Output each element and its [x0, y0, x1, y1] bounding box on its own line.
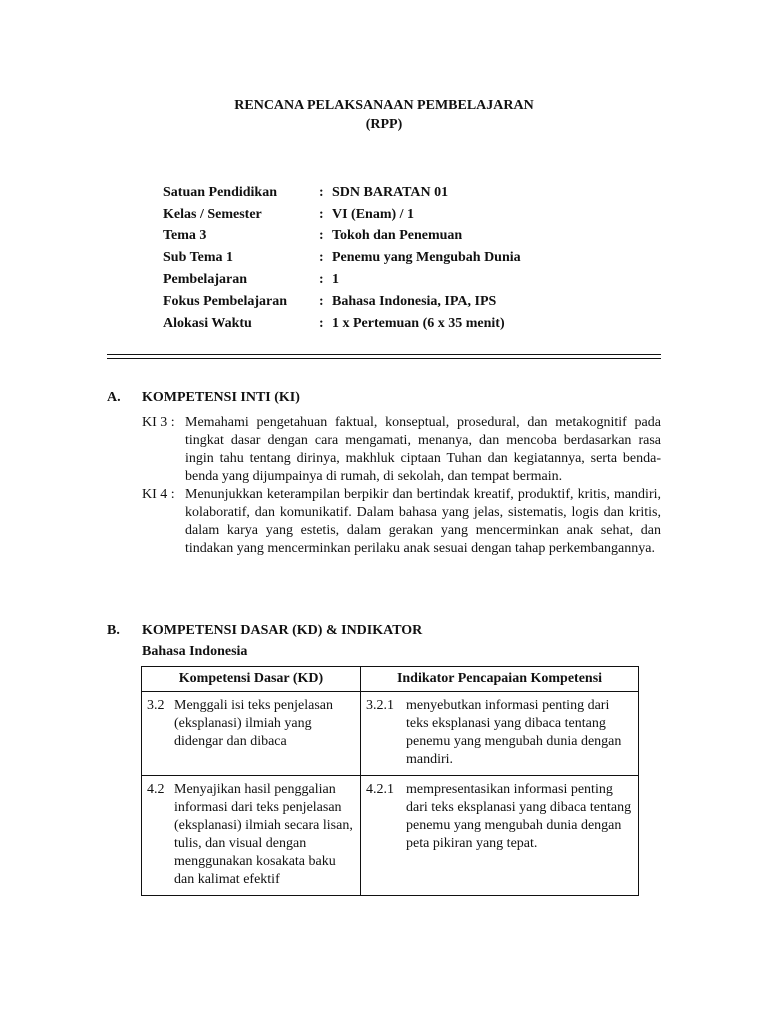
- identity-label: Alokasi Waktu: [163, 315, 252, 331]
- ki-text: Memahami pengetahuan faktual, konseptual, prosedural, dan metakognitif pada tingkat dasar dengan cara mengamati, menanya, dan mencoba berdasarkan rasa ingin tahu tentang dirinya, makhluk ciptaan Tuhan dan kegiatannya, serta benda-benda yang dijumpainya di rumah, di sekolah, dan tempat bermain.: [185, 415, 661, 484]
- identity-row: [163, 313, 521, 335]
- section-a-heading: [107, 389, 300, 407]
- identity-row: [163, 269, 521, 291]
- identity-value: Penemu yang Mengubah Dunia: [332, 250, 521, 266]
- kd-cell: [142, 692, 361, 776]
- ki-text: Menunjukkan keterampilan berpikir dan bertindak kreatif, produktif, kritis, mandiri, kolaboratif, dan komunikatif. Dalam bahasa yang jelas, sistematis, logis dan kritis, dalam karya yang estetis, dalam gerakan yang mencerminkan anak sehat, dan tindakan yang mencerminkan perilaku anak sesuai dengan tahap perkembangannya.: [185, 487, 661, 556]
- identity-label: Sub Tema 1: [163, 250, 234, 266]
- kd-number: 3.2: [147, 698, 165, 713]
- kd-cell: [142, 776, 361, 896]
- identity-value: VI (Enam) / 1: [332, 206, 415, 222]
- identity-value: 1 x Pertemuan (6 x 35 menit): [332, 315, 505, 331]
- indicator-cell: [361, 692, 639, 776]
- identity-row: [163, 291, 521, 313]
- indicator-cell: [361, 776, 639, 896]
- table-row: [142, 692, 639, 776]
- identity-value: Bahasa Indonesia, IPA, IPS: [332, 293, 497, 309]
- identity-colon: :: [319, 272, 324, 288]
- ki-item: [142, 414, 661, 486]
- identity-row: [163, 226, 521, 248]
- indicator-text: mempresentasikan informasi penting dari teks eksplanasi yang dibaca tentang penemu yang mengubah dunia dengan peta pikiran yang tepat.: [406, 782, 632, 851]
- identity-colon: :: [319, 315, 324, 331]
- page-title: [0, 96, 768, 134]
- identity-row: [163, 204, 521, 226]
- indicator-number: 3.2.1: [366, 698, 394, 713]
- indicator-cell-content: [361, 692, 638, 775]
- kd-number: 4.2: [147, 782, 165, 797]
- table-header-row: [142, 667, 639, 692]
- identity-value: 1: [332, 272, 339, 288]
- section-a-title: KOMPETENSI INTI (KI): [142, 390, 300, 405]
- identity-row: [163, 182, 521, 204]
- indicator-number: 4.2.1: [366, 782, 394, 797]
- identity-block: [163, 182, 521, 335]
- column-header-kd: Kompetensi Dasar (KD): [142, 667, 361, 692]
- indicator-text: menyebutkan informasi penting dari teks eksplanasi yang dibaca tentang penemu yang mengubah dunia dengan mandiri.: [406, 698, 622, 767]
- identity-colon: :: [319, 228, 324, 244]
- subject-heading: Bahasa Indonesia: [142, 644, 248, 659]
- kd-cell-content: [142, 692, 360, 757]
- identity-label: Tema 3: [163, 228, 207, 244]
- section-a-letter: A.: [107, 390, 121, 405]
- section-b-title: KOMPETENSI DASAR (KD) & INDIKATOR: [142, 623, 423, 638]
- ki-list: [142, 414, 661, 558]
- section-b-letter: B.: [107, 623, 120, 638]
- column-header-indicator: Indikator Pencapaian Kompetensi: [361, 667, 639, 692]
- identity-row: [163, 247, 521, 269]
- ki-code: KI 4 :: [142, 487, 175, 502]
- kd-text: Menggali isi teks penjelasan (eksplanasi) ilmiah yang didengar dan dibaca: [174, 698, 334, 749]
- ki-item: [142, 486, 661, 558]
- section-b-heading: [107, 622, 422, 640]
- kd-table: [141, 666, 639, 896]
- table-row: [142, 776, 639, 896]
- indicator-cell-content: [361, 776, 638, 859]
- identity-colon: :: [319, 206, 324, 222]
- double-rule-top: [107, 354, 661, 355]
- identity-label: Satuan Pendidikan: [163, 184, 277, 200]
- title-line-2: (RPP): [365, 117, 403, 132]
- identity-value: SDN BARATAN 01: [332, 184, 449, 200]
- title-line-1: RENCANA PELAKSANAAN PEMBELAJARAN: [234, 98, 534, 113]
- double-rule-bottom: [107, 358, 661, 359]
- identity-label: Kelas / Semester: [163, 206, 262, 222]
- identity-label: Pembelajaran: [163, 272, 247, 288]
- identity-colon: :: [319, 250, 324, 266]
- kd-cell-content: [142, 776, 360, 895]
- identity-label: Fokus Pembelajaran: [163, 293, 288, 309]
- identity-value: Tokoh dan Penemuan: [332, 228, 463, 244]
- kd-text: Menyajikan hasil penggalian informasi dari teks penjelasan (eksplanasi) ilmiah secara lisan, tulis, dan visual dengan menggunakan kosakata baku dan kalimat efektif: [174, 782, 353, 887]
- identity-colon: :: [319, 293, 324, 309]
- identity-colon: :: [319, 184, 324, 200]
- ki-code: KI 3 :: [142, 415, 175, 430]
